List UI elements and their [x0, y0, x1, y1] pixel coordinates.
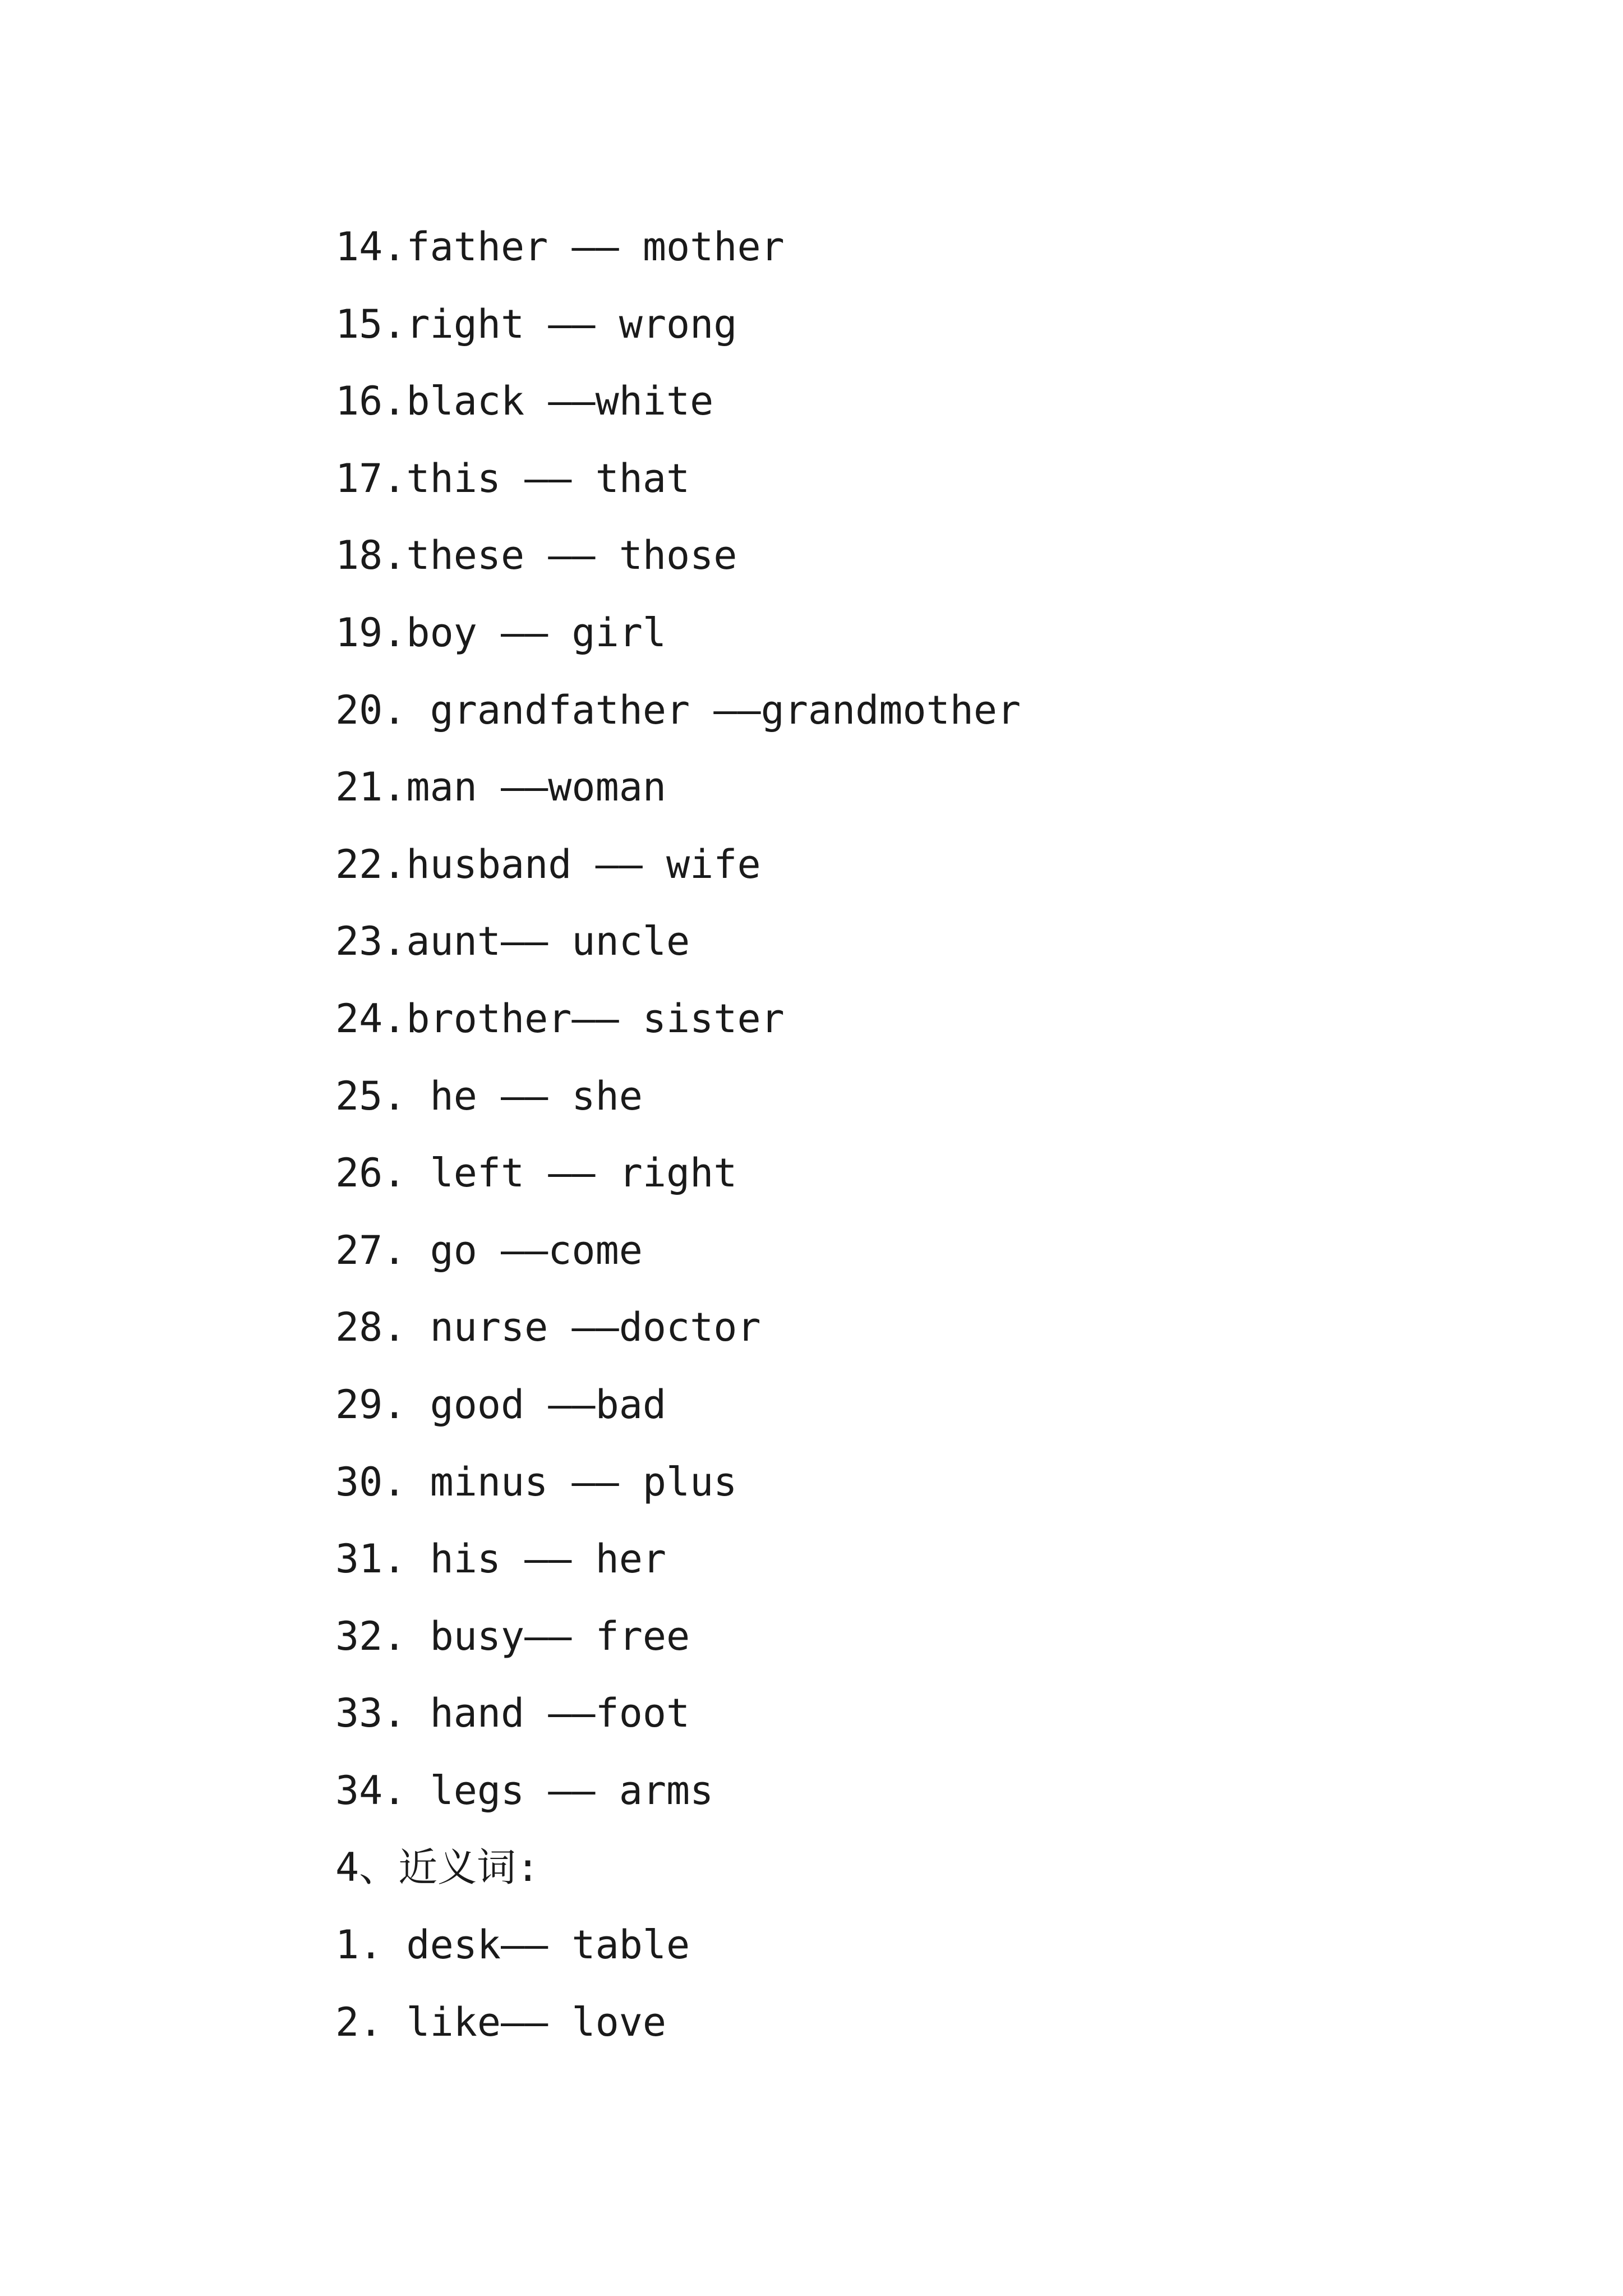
list-item: 31. his —— her	[335, 1536, 667, 1582]
list-item: 27. go ——come	[335, 1227, 643, 1273]
list-item: 17.this —— that	[335, 455, 690, 501]
list-item: 19.boy —— girl	[335, 609, 667, 656]
list-item: 20. grandfather ——grandmother	[335, 687, 1021, 733]
list-item: 21.man ——woman	[335, 764, 667, 811]
list-item: 26. left —— right	[335, 1150, 737, 1197]
list-item: 29. good ——bad	[335, 1381, 667, 1428]
list-item: 16.black ——white	[335, 378, 714, 425]
list-item: 34. legs —— arms	[335, 1767, 714, 1814]
list-item: 33. hand ——foot	[335, 1690, 690, 1737]
list-item: 23.aunt—— uncle	[335, 918, 690, 965]
list-item: 18.these —— those	[335, 532, 737, 579]
list-item: 24.brother—— sister	[335, 995, 785, 1042]
section-heading: 4、近义词:	[335, 1844, 540, 1891]
word-pair-list	[335, 209, 1513, 2061]
list-item: 1. desk—— table	[335, 1922, 690, 1968]
list-item: 15.right —— wrong	[335, 301, 737, 347]
list-item: 2. like—— love	[335, 1999, 667, 2045]
list-item: 32. busy—— free	[335, 1613, 690, 1659]
list-item: 14.father —— mother	[335, 224, 785, 270]
list-item: 28. nurse ——doctor	[335, 1304, 761, 1351]
list-item: 22.husband —— wife	[335, 841, 761, 887]
list-item: 25. he —— she	[335, 1073, 643, 1119]
list-item: 30. minus —— plus	[335, 1458, 737, 1505]
